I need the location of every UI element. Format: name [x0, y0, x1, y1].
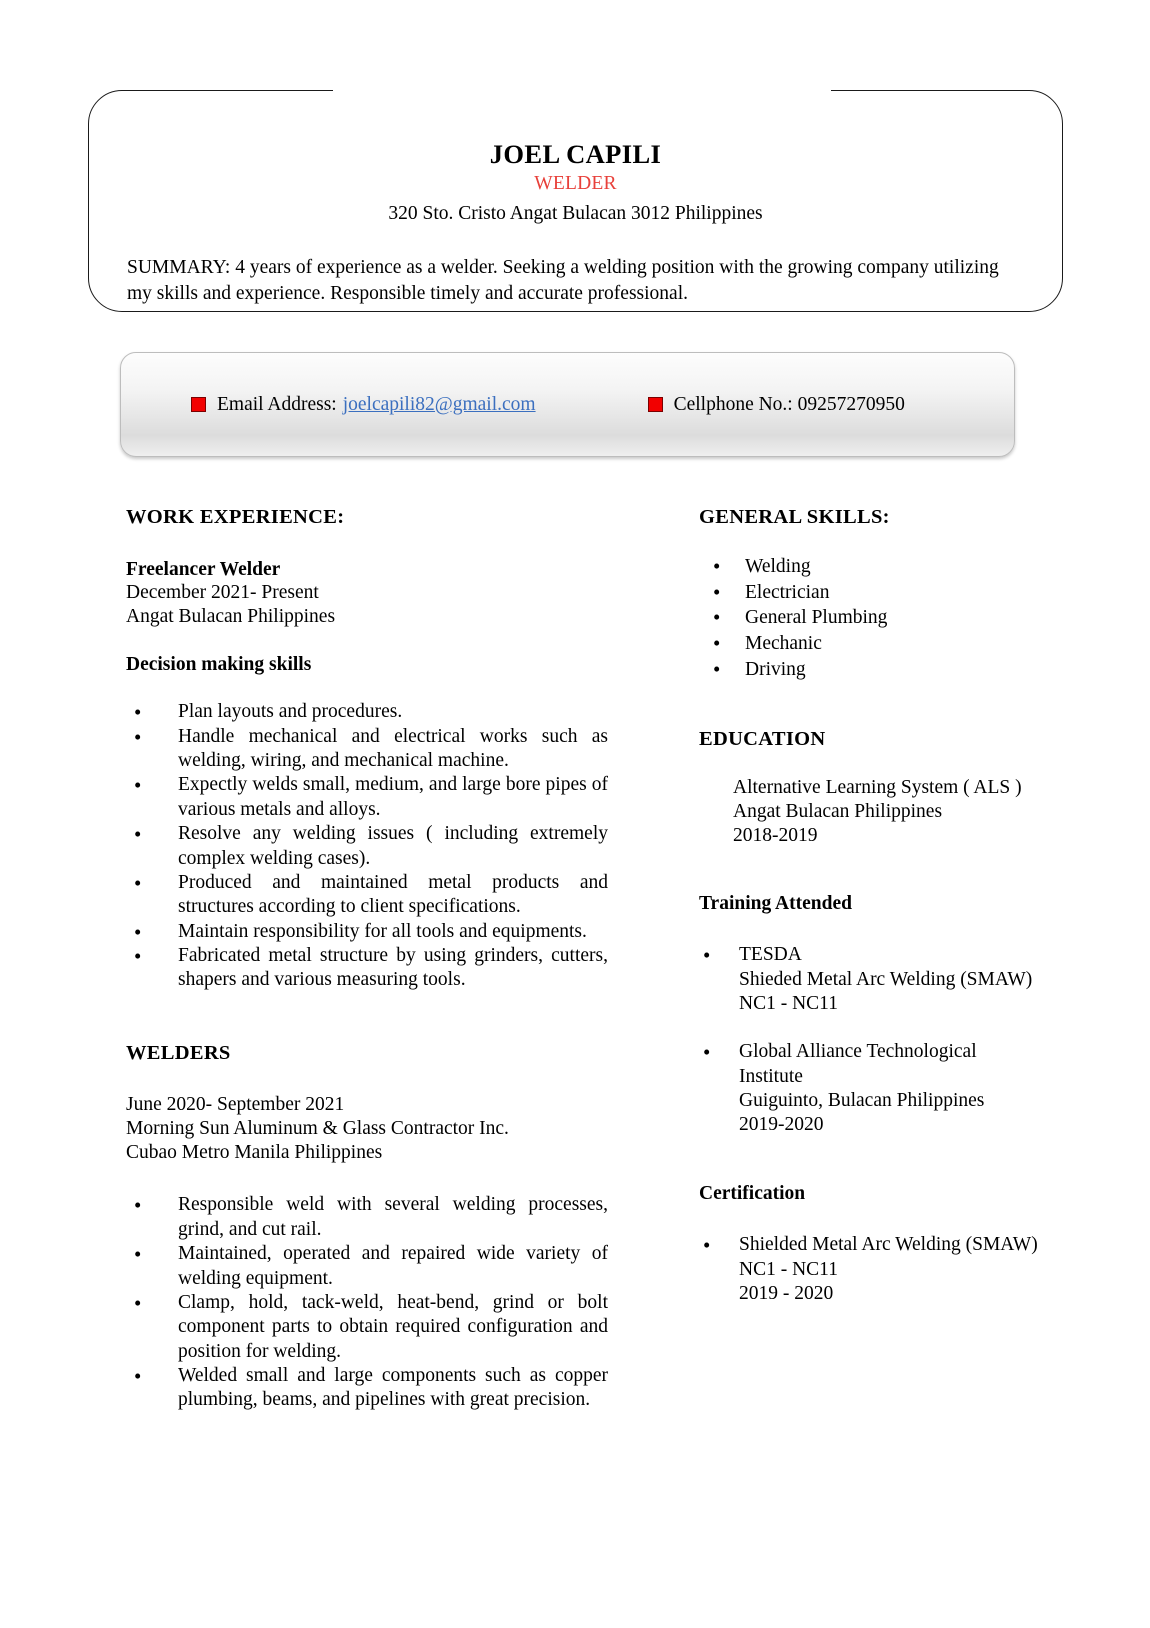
list-item: • Driving: [699, 657, 1081, 683]
contact-phone: [648, 394, 905, 416]
section-title-work-experience: WORK EXPERIENCE:: [126, 506, 345, 528]
list-item: [699, 1040, 1081, 1138]
job1-location: Angat Bulacan Philippines: [126, 605, 336, 627]
candidate-address: 320 Sto. Cristo Angat Bulacan 3012 Philippines: [388, 202, 763, 224]
certification-line-1: • Shielded Metal Arc Welding (SMAW): [739, 1234, 1038, 1256]
contact-bar: [120, 352, 1015, 457]
training-line-3: Guiguinto, Bulacan Philippines: [739, 1090, 985, 1112]
training-line-1: • Global Alliance Technological: [739, 1041, 977, 1063]
list-item: • Welded small and large components such as copper plumbing, beams, and pipelines with great precision.: [126, 1364, 608, 1413]
training-line-4: 2019-2020: [739, 1114, 824, 1136]
job1-title: Freelancer Welder: [126, 558, 281, 580]
list-item: • Handle mechanical and electrical works such as welding, wiring, and mechanical machine.: [126, 725, 608, 774]
summary-paragraph: SUMMARY: 4 years of experience as a welder. Seeking a welding position with the growing company utilizing my skills and experience. Responsible timely and accurate professional.: [127, 256, 999, 305]
job1-dates: December 2021- Present: [126, 581, 319, 603]
education-location: Angat Bulacan Philippines: [733, 800, 943, 822]
education-school: Alternative Learning System ( ALS ): [733, 776, 1022, 798]
right-column: [699, 505, 1081, 1306]
job2-bullet-list: [126, 1193, 608, 1412]
list-item: • Plan layouts and procedures.: [126, 700, 608, 724]
certification-list: [699, 1233, 1081, 1306]
section-title-general-skills: GENERAL SKILLS:: [699, 506, 890, 528]
job2-title: WELDERS: [126, 1041, 231, 1064]
job2-location: Cubao Metro Manila Philippines: [126, 1142, 383, 1164]
candidate-role: WELDER: [534, 173, 617, 195]
job1-bullet-list: [126, 700, 608, 993]
training-line-3: NC1 - NC11: [739, 992, 838, 1014]
email-label: Email Address:: [217, 393, 337, 415]
left-column: [126, 505, 608, 1413]
training-list: [699, 943, 1081, 1138]
job2-company: Morning Sun Aluminum & Glass Contractor Inc.: [126, 1118, 509, 1140]
email-link[interactable]: joelcapili82@gmail.com: [342, 393, 536, 415]
certification-line-3: 2019 - 2020: [739, 1282, 834, 1304]
general-skills-list: [699, 554, 1081, 684]
list-item: • Mechanic: [699, 631, 1081, 657]
phone-label: Cellphone No.: 09257270950: [673, 393, 905, 415]
training-line-1: • TESDA: [739, 944, 802, 966]
red-square-bullet-icon: [191, 397, 206, 412]
job2-dates: June 2020- September 2021: [126, 1094, 345, 1116]
list-item: • Expectly welds small, medium, and large bore pipes of various metals and alloys.: [126, 773, 608, 822]
header-content: [89, 91, 1062, 308]
list-item: • Responsible weld with several welding processes, grind, and cut rail.: [126, 1193, 608, 1242]
candidate-name: JOEL CAPILI: [489, 139, 662, 169]
section-title-education: EDUCATION: [699, 728, 826, 751]
list-item: • Produced and maintained metal products and structures according to client specifications.: [126, 871, 608, 920]
training-line-2: Institute: [739, 1065, 803, 1087]
list-item: • Maintain responsibility for all tools and equipments.: [126, 920, 608, 944]
list-item: • General Plumbing: [699, 605, 1081, 631]
list-item: • Welding: [699, 554, 1081, 580]
list-item: • Maintained, operated and repaired wide variety of welding equipment.: [126, 1242, 608, 1291]
header-box: [88, 90, 1063, 312]
education-entry: [699, 776, 1081, 848]
contact-email[interactable]: [191, 394, 536, 416]
list-item: • Fabricated metal structure by using grinders, cutters, shapers and various measuring tools.: [126, 944, 608, 993]
list-item: • Clamp, hold, tack-weld, heat-bend, grind or bolt component parts to obtain required configuration and position for welding.: [126, 1291, 608, 1364]
list-item: [699, 943, 1081, 1016]
training-line-2: Shieded Metal Arc Welding (SMAW): [739, 968, 1033, 990]
list-item: [699, 1233, 1081, 1306]
section-title-training-attended: Training Attended: [699, 892, 852, 914]
section-title-certification: Certification: [699, 1182, 806, 1204]
job1-skills-heading: Decision making skills: [126, 653, 312, 675]
red-square-bullet-icon: [648, 397, 663, 412]
list-item: • Resolve any welding issues ( including extremely complex welding cases).: [126, 822, 608, 871]
list-item: • Electrician: [699, 580, 1081, 606]
education-years: 2018-2019: [733, 824, 818, 846]
certification-line-2: NC1 - NC11: [739, 1258, 838, 1280]
